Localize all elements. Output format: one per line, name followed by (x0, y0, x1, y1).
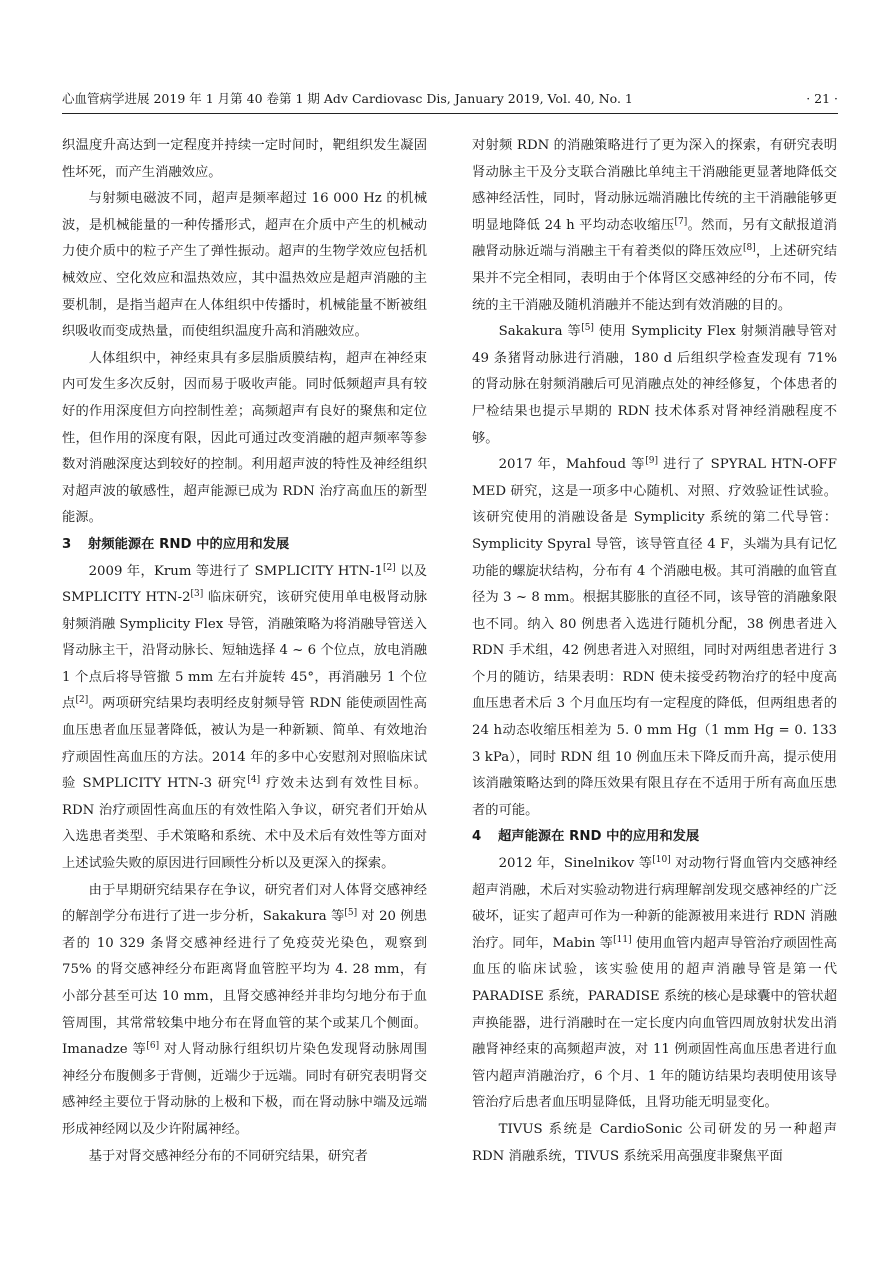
section-title: 射频能源在 RND 中的应用和发展 (88, 536, 290, 552)
paragraph (472, 133, 837, 319)
paragraph: TIVUS 系统是 CardioSonic 公司研发的另一种超声 RDN 消融系统，TIVUS 系统采用高强度非聚焦平面 (472, 1121, 837, 1164)
citation-ref: [5] (344, 908, 358, 919)
text-run: 2009 年，Krum 等进行了 SMPLICITY HTN-1 (88, 563, 383, 579)
text-run: 进行了 SPYRAL HTN-OFF MED 研究，这是一项多中心随机、对照、疗效验证性试验。该研究使用的消融设备是 Symplicity 系统的第二代导管：Symplicity Spyral 导管，该导管直径 4 F，头端为具有记忆功能的螺旋状结构，分布有 4 个消融电极。其可消融的血管直径为 3 ~ 8 mm。根据其膨胀的直径不同，该导管的消融象限也不同。纳入 80 例患者入选进行随机分配，38 例患者进入 RDN 手术组，42 例患者进入对照组，同时对两组患者进行 3 个月的随访，结果表明：RDN 使未接受药物治疗的轻中度高血压患者术后 3 个月血压均有一定程度的降低，但两组患者的 24 h动态收缩压相差为 5. 0 mm Hg（1 mm Hg = 0. 133 3 kPa），同时 RDN 组 10 例血压未下降反而升高，提示使用该消融策略达到的降压效果有限且存在不适用于所有高血压患者的可能。 (472, 457, 837, 818)
paragraph: 与射频电磁波不同，超声是频率超过 16 000 Hz 的机械波，是机械能量的一种传播形式，超声在介质中产生的机械动力使介质中的粒子产生了弹性振动。超声的生物学效应包括机械效应、空化效应和温热效应，其中温热效应是超声消融的主要机制，是指当超声在人体组织中传播时，机械能量不断被组织吸收而变成热量，而使组织温度升高和消融效应。 (62, 191, 427, 340)
text-run: 以及 SMPLICITY HTN-2 (62, 563, 428, 606)
journal-citation: 心血管病学进展 2019 年 1 月第 40 卷第 1 期 Adv Cardiovasc Dis, January 2019, Vol. 40, No. 1 (62, 91, 633, 106)
paragraph: 人体组织中，神经束具有多层脂质膜结构，超声在神经束内可发生多次反射，因而易于吸收声能。同时低频超声具有较好的作用深度但方向控制性差；高频超声有良好的聚焦和定位性，但作用的深度有限，因此可通过改变消融的超声频率等参数对消融深度达到较好的控制。利用超声波的特性及神经组织对超声波的敏感性，超声能源已成为 RDN 治疗高血压的新型能源。 (62, 350, 427, 526)
right-column (472, 133, 837, 1170)
citation-ref: [6] (146, 1041, 160, 1052)
paragraph (62, 878, 427, 1144)
citation-ref: [8] (742, 243, 756, 254)
text-run: 临床研究，该研究使用单电极肾动脉射频消融 Symplicity Flex 导管，消融策略为将消融导管送入肾动脉主干，沿肾动脉长、短轴选择 4 ~ 6 个位点，放电消融 1 个点后将导管撤 5 mm 左右并旋转 45°，再消融另 1 个位点 (62, 590, 427, 712)
left-column (62, 133, 427, 1170)
section-heading (472, 824, 837, 851)
text-run: 2017 年，Mahfoud 等 (498, 457, 646, 473)
citation-ref: [7] (674, 216, 688, 227)
text-run: 对动物行肾血管内交感神经超声消融，术后对实验动物进行病理解剖发现交感神经的广泛破坏，证实了超声可作为一种新的能源被用来进行 RDN 消融治疗。同年，Mabin 等 (472, 856, 837, 951)
citation-ref: [2] (382, 562, 396, 573)
paragraph (472, 319, 837, 452)
paragraph (472, 851, 837, 1117)
text-run: 疗效未达到有效性目标。RDN 治疗顽固性高血压的有效性陷入争议，研究者们开始从入选患者类型、手术策略和系统、术中及术后有效性等方面对上述试验失败的原因进行回顾性分析以及更深入的探索。 (62, 776, 428, 872)
citation-ref: [11] (613, 934, 632, 945)
text-run: 。两项研究结果均表明经皮射频导管 RDN 能使顽固性高血压患者血压显著降低，被认为是一种新颖、简单、有效地治疗顽固性高血压的方法。2014 年的多中心安慰剂对照临床试验 SMPLICITY HTN-3 研究 (62, 696, 428, 792)
page-number: · 21 · (806, 91, 838, 106)
text-run: 。然而，另有文献报道消融肾动脉近端与消融主干有着类似的降压效应 (472, 217, 838, 260)
section-number: 3 (62, 536, 72, 552)
section-number: 4 (472, 829, 482, 845)
paragraph: 织温度升高达到一定程度并持续一定时间时，靶组织发生凝固性坏死，而产生消融效应。 (62, 138, 427, 180)
paragraph (472, 452, 837, 824)
text-run: 对 20 例患者的 10 329 条肾交感神经进行了免疫荧光染色，观察到 75% 的肾交感神经分布距离肾血管腔平均为 4. 28 mm，有小部分甚至可达 10 mm，且肾交感神经并非均匀地分布于血管周围，其常常较集中地分布在肾血管的某个或某几个侧面。Imanadze 等 (62, 909, 427, 1058)
running-header (62, 88, 838, 110)
citation-ref: [10] (652, 855, 671, 866)
citation-ref: [2] (75, 695, 89, 706)
text-run: 使用 Symplicity Flex 射频消融导管对 49 条猪肾动脉进行消融，180 d 后组织学检查发现有 71% 的肾动脉在射频消融后可见消融点处的神经修复，个体患者的尸检结果也提示早期的 RDN 技术体系对肾神经消融程度不够。 (472, 324, 837, 446)
paragraph: 基于对肾交感神经分布的不同研究结果，研究者 (88, 1148, 368, 1164)
text-run: 由于早期研究结果存在争议，研究者们对人体肾交感神经的解剖学分布进行了进一步分析，Sakakura 等 (62, 882, 427, 925)
text-run: 对射频 RDN 的消融策略进行了更为深入的探索，有研究表明肾动脉主干及分支联合消融比单纯主干消融能更显著地降低交感神经活性，同时，肾动脉远端消融比传统的主干消融能够更明显地降低 24 h 平均动态收缩压 (472, 138, 837, 233)
text-run: 对人肾动脉行组织切片染色发现肾动脉周围神经分布腹侧多于背侧，近端少于远端。同时有研究表明肾交感神经主要位于肾动脉的上极和下极，而在肾动脉中端及远端形成神经网以及少许附属神经。 (62, 1042, 427, 1137)
section-title: 超声能源在 RND 中的应用和发展 (498, 829, 700, 845)
header-rule (62, 113, 838, 114)
citation-ref: [9] (645, 456, 658, 467)
section-heading (62, 532, 427, 559)
paragraph (62, 559, 427, 878)
text-run: 2012 年，Sinelnikov 等 (498, 856, 653, 872)
text-run: ，上述研究结果并不完全相同，表明由于个体肾区交感神经的分布不同，传统的主干消融及随机消融并不能达到有效消融的目的。 (472, 244, 838, 313)
citation-ref: [5] (581, 323, 594, 334)
citation-ref: [4] (247, 775, 261, 786)
citation-ref: [3] (190, 589, 204, 600)
text-run: Sakakura 等 (498, 324, 582, 340)
text-run: 使用血管内超声导管治疗顽固性高血压的临床试验，该实验使用的超声消融导管是第一代 PARADISE 系统，PARADISE 系统的核心是球囊中的管状超声换能器，进行消融时在一定长度内向血管四周放射状发出消融肾神经束的高频超声波，对 11 例顽固性高血压患者进行血管内超声消融治疗，6 个月、1 年的随访结果均表明使用该导管治疗后患者血压明显降低，且肾功能无明显变化。 (472, 935, 837, 1111)
